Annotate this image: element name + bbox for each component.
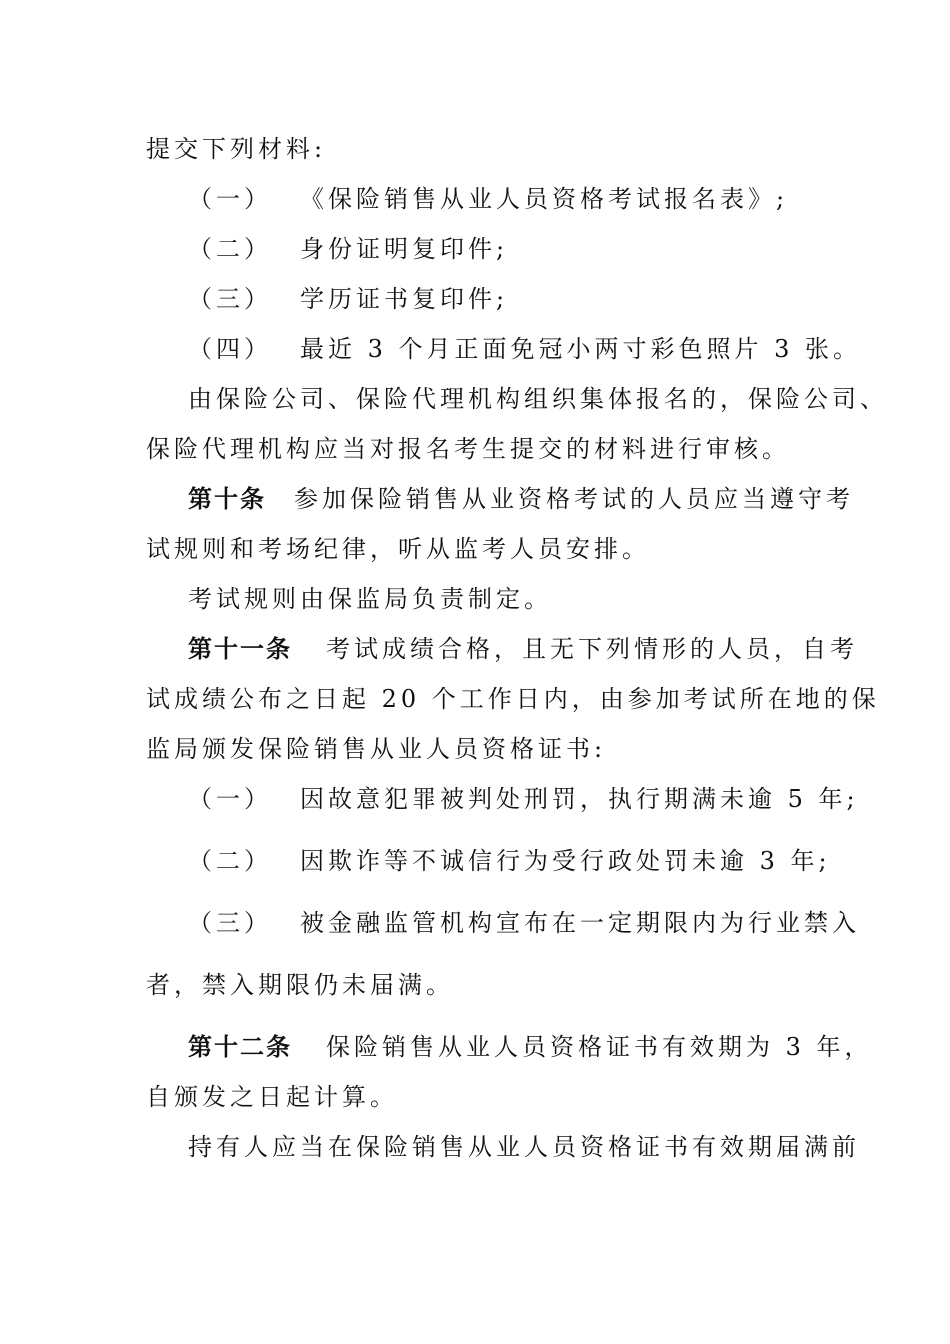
list-item bbox=[188, 234, 508, 264]
text-line bbox=[146, 1082, 398, 1112]
line-text: 保险代理机构应当对报名考生提交的材料进行审核。 bbox=[146, 435, 790, 463]
article-heading-line bbox=[188, 634, 858, 664]
text-line bbox=[188, 384, 888, 414]
article-text: 保险销售从业人员资格证书有效期为 3 年， bbox=[326, 1033, 873, 1061]
list-item bbox=[188, 284, 508, 314]
list-text: 身份证明复印件; bbox=[300, 235, 509, 263]
list-number: （四） bbox=[188, 335, 272, 363]
text-line bbox=[146, 434, 790, 464]
text-line bbox=[146, 134, 326, 164]
list-item bbox=[188, 334, 861, 364]
list-number: （一） bbox=[188, 785, 272, 813]
text-line bbox=[146, 534, 650, 564]
list-item bbox=[188, 908, 860, 938]
list-number: （二） bbox=[188, 235, 272, 263]
list-text: 最近 3 个月正面免冠小两寸彩色照片 3 张。 bbox=[300, 335, 862, 363]
list-number: （一） bbox=[188, 185, 272, 213]
list-number: （二） bbox=[188, 847, 272, 875]
text-line bbox=[188, 584, 552, 614]
line-text: 试成绩公布之日起 20 个工作日内，由参加考试所在地的保 bbox=[146, 685, 880, 713]
list-text: 《保险销售从业人员资格考试报名表》; bbox=[300, 185, 789, 213]
line-text: 持有人应当在保险销售从业人员资格证书有效期届满前 bbox=[188, 1133, 860, 1161]
line-text: 试规则和考场纪律，听从监考人员安排。 bbox=[146, 535, 650, 563]
list-text: 学历证书复印件; bbox=[300, 285, 509, 313]
text-line bbox=[188, 1132, 860, 1162]
article-number: 第十条 bbox=[188, 485, 266, 513]
list-item bbox=[188, 784, 859, 814]
article-number: 第十二条 bbox=[188, 1033, 292, 1061]
list-text: 因欺诈等不诚信行为受行政处罚未逾 3 年; bbox=[300, 847, 831, 875]
line-text: 自颁发之日起计算。 bbox=[146, 1083, 398, 1111]
line-text: 由保险公司、保险代理机构组织集体报名的，保险公司、 bbox=[188, 385, 888, 413]
article-heading-line bbox=[188, 484, 854, 514]
article-number: 第十一条 bbox=[188, 635, 292, 663]
line-text: 考试规则由保监局负责制定。 bbox=[188, 585, 552, 613]
list-text: 因故意犯罪被判处刑罚，执行期满未逾 5 年; bbox=[300, 785, 859, 813]
line-text: 监局颁发保险销售从业人员资格证书: bbox=[146, 735, 607, 763]
line-text: 提交下列材料: bbox=[146, 135, 327, 163]
list-text: 被金融监管机构宣布在一定期限内为行业禁入 bbox=[300, 909, 860, 937]
text-line bbox=[146, 970, 454, 1000]
article-text: 考试成绩合格，且无下列情形的人员，自考 bbox=[326, 635, 858, 663]
article-text: 参加保险销售从业资格考试的人员应当遵守考 bbox=[294, 485, 854, 513]
text-line bbox=[146, 734, 606, 764]
article-heading-line bbox=[188, 1032, 873, 1062]
list-number: （三） bbox=[188, 909, 272, 937]
line-text: 者，禁入期限仍未届满。 bbox=[146, 971, 454, 999]
list-number: （三） bbox=[188, 285, 272, 313]
list-item bbox=[188, 184, 788, 214]
text-line bbox=[146, 684, 880, 714]
list-item bbox=[188, 846, 831, 876]
